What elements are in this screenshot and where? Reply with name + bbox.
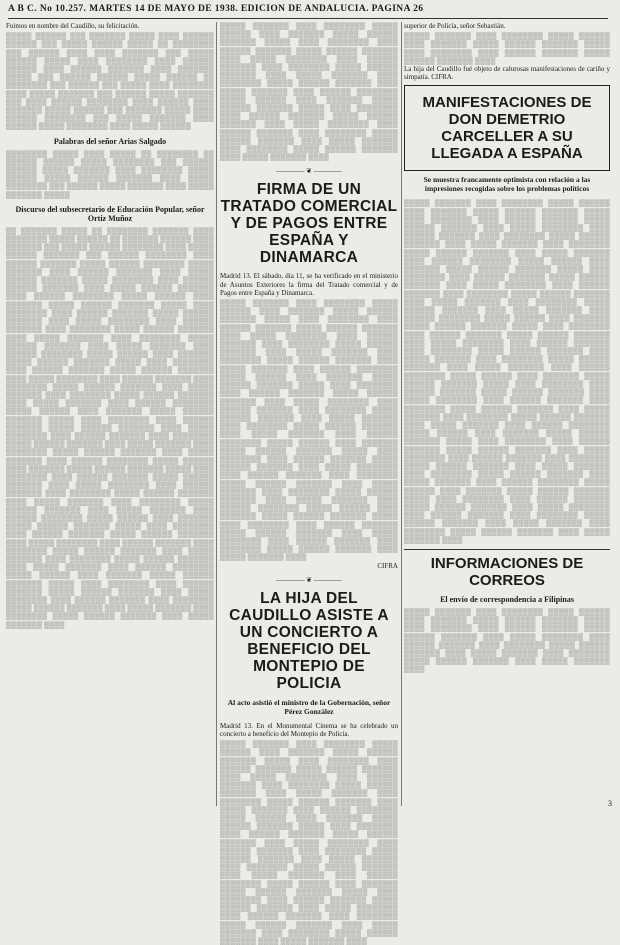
signature: CIFRA	[377, 561, 398, 570]
ornament: ———— ❦ ————	[276, 167, 342, 176]
dateline: Madrid 13. El sábado, día 11, se ha verificado en el ministerio de Asuntos Exteriores la firma del Tratado comercial y de Pagos entre España y Dinamarca.	[220, 272, 398, 297]
body-text: ▒▒▒▒▒ ▒▒▒▒▒▒▒ ▒▒▒▒ ▒▒▒▒▒▒▒▒ ▒▒▒▒▒ ▒▒▒▒▒▒ ▒▒▒▒ ▒▒▒▒▒▒▒ ▒▒▒▒▒ ▒▒▒▒▒▒ ▒▒▒▒▒▒▒ ▒▒▒▒▒ ▒▒▒▒ ▒▒▒▒▒▒▒▒ ▒▒▒▒ ▒▒▒▒▒▒ ▒▒▒▒▒▒▒ ▒▒▒▒▒ ▒▒▒▒▒▒ ▒▒▒▒▒▒▒ ▒▒▒▒ ▒▒▒▒▒ ▒▒▒▒▒▒▒▒ ▒▒▒▒ ▒▒▒▒▒▒ ▒▒▒▒▒▒▒ ▒▒▒▒ ▒▒▒▒▒▒▒▒ ▒▒▒▒▒ ▒▒▒▒▒▒ ▒▒▒▒▒▒▒ ▒▒▒▒ ▒▒▒▒▒ ▒▒▒▒▒▒▒ ▒▒▒▒ ▒▒▒▒▒▒▒▒ ▒▒▒▒▒ ▒▒▒▒▒▒ ▒▒▒▒▒▒▒ ▒▒▒▒ ▒▒▒▒▒ ▒▒▒▒▒▒▒ ▒▒▒▒ ▒▒▒▒▒▒ ▒▒▒▒▒▒▒▒ ▒▒▒▒▒ ▒▒▒▒▒▒ ▒▒▒▒ ▒▒▒▒▒▒▒ ▒▒▒▒▒ ▒▒▒▒▒▒ ▒▒▒▒▒▒▒ ▒▒▒▒▒ ▒▒▒▒ ▒▒▒▒▒▒▒▒ ▒▒▒▒ ▒▒▒▒▒▒ ▒▒▒▒▒▒▒ ▒▒▒▒▒ ▒▒▒▒▒▒ ▒▒▒▒▒▒▒ ▒▒▒▒ ▒▒▒▒▒ ▒▒▒▒▒▒▒▒ ▒▒▒▒ ▒▒▒▒▒▒ ▒▒▒▒▒▒▒ ▒▒▒▒ ▒▒▒▒▒▒▒▒ ▒▒▒▒▒ ▒▒▒▒▒▒ ▒▒▒▒▒▒▒ ▒▒▒▒ ▒▒▒▒▒ ▒▒▒▒▒▒▒ ▒▒▒▒ ▒▒▒▒▒▒▒▒ ▒▒▒▒▒ ▒▒▒▒▒▒ ▒▒▒▒▒▒▒ ▒▒▒▒ ▒▒▒▒▒ ▒▒▒▒▒▒▒ ▒▒▒▒ ▒▒▒▒▒▒ ▒▒▒▒▒▒▒▒ ▒▒▒▒▒ ▒▒▒▒▒▒ ▒▒▒▒ ▒▒▒▒▒▒▒ ▒▒▒▒▒ ▒▒▒▒▒▒ ▒▒▒▒▒▒▒ ▒▒▒▒▒ ▒▒▒▒ ▒▒▒▒▒▒▒▒ ▒▒▒▒ ▒▒▒▒▒▒ ▒▒▒▒▒▒▒ ▒▒▒▒▒ ▒▒▒▒▒▒ ▒▒▒▒▒▒▒ ▒▒▒▒ ▒▒▒▒▒ ▒▒▒▒▒▒▒▒ ▒▒▒▒ ▒▒▒▒▒▒ ▒▒▒▒▒▒▒ ▒▒▒▒ ▒▒▒▒▒▒▒▒ ▒▒▒▒▒ ▒▒▒▒▒▒ ▒▒▒▒▒▒▒ ▒▒▒▒ ▒▒▒▒▒ ▒▒▒▒▒▒▒ ▒▒▒▒ ▒▒▒▒▒▒▒▒ ▒▒▒▒▒ ▒▒▒▒▒▒ ▒▒▒▒▒▒▒ ▒▒▒▒ ▒▒▒▒▒ ▒▒▒▒▒▒▒ ▒▒▒▒ ▒▒▒▒▒▒ ▒▒▒▒▒▒▒▒ ▒▒▒▒▒ ▒▒▒▒▒▒ ▒▒▒▒ ▒▒▒▒▒▒▒ ▒▒▒▒▒ ▒▒▒▒▒▒ ▒▒▒▒▒▒▒ ▒▒▒▒▒ ▒▒▒▒ ▒▒▒▒▒▒▒▒ ▒▒▒▒ ▒▒▒▒▒▒ ▒▒▒▒▒▒▒ ▒▒▒▒▒ ▒▒▒▒▒▒ ▒▒▒▒▒▒▒ ▒▒▒▒ ▒▒▒▒▒ ▒▒▒▒▒▒▒▒ ▒▒▒▒ ▒▒▒▒▒▒ ▒▒▒▒▒▒▒ ▒▒▒▒ ▒▒▒▒▒▒▒▒ ▒▒▒▒▒ ▒▒▒▒▒▒ ▒▒▒▒▒▒▒ ▒▒▒▒ ▒▒▒▒▒ ▒▒▒▒▒▒▒ ▒▒▒▒	[220, 299, 398, 562]
headline-box	[404, 85, 610, 171]
headline-carceller: MANIFESTACIONES DE DON DEMETRIO CARCELLER A SU LLEGADA A ESPAÑA	[422, 94, 592, 163]
deck: Al acto asistió el ministro de la Gobernación, señor Pérez González	[227, 697, 391, 716]
article-fragment: superior de Policía, señor Sebastián.	[404, 22, 506, 30]
column-rule	[216, 22, 217, 806]
column-rule	[401, 22, 402, 806]
divider	[404, 549, 610, 550]
headline-tratado: FIRMA DE UN TRATADO COMERCIAL Y DE PAGOS ENTRE ESPAÑA Y DINAMARCA	[220, 181, 398, 267]
body-text: ▒▒▒▒▒ ▒▒▒▒▒▒ ▒▒▒ ▒▒▒▒▒▒▒ ▒▒▒▒▒ ▒▒▒▒ ▒▒▒▒▒▒ ▒▒▒▒▒▒ ▒▒▒ ▒▒▒▒▒ ▒▒▒▒▒▒ ▒▒▒▒▒ ▒▒ ▒▒▒▒▒▒▒▒ ▒▒▒ ▒▒▒▒▒▒ ▒▒▒▒ ▒▒▒▒ ▒▒▒▒▒▒▒ ▒▒▒ ▒▒▒▒▒ ▒▒▒▒▒▒ ▒▒▒▒▒ ▒▒▒▒ ▒▒▒▒▒▒▒▒ ▒▒▒▒ ▒▒▒▒▒▒ ▒▒▒▒▒▒ ▒▒▒▒ ▒▒▒▒▒▒ ▒▒▒▒▒▒▒ ▒▒▒▒ ▒▒▒▒▒▒▒ ▒▒▒▒▒ ▒▒▒ ▒▒▒▒▒▒ ▒▒▒▒▒▒ ▒▒▒▒▒ ▒▒▒▒▒▒ ▒▒ ▒▒▒▒▒▒▒▒ ▒▒▒ ▒▒▒▒▒▒ ▒▒▒ ▒▒▒▒▒ ▒▒▒▒ ▒▒▒▒▒▒▒▒ ▒▒▒▒ ▒▒▒▒▒ ▒▒▒▒▒▒▒ ▒▒▒ ▒▒▒▒▒▒ ▒▒▒▒▒ ▒▒▒▒▒▒▒ ▒▒▒ ▒▒▒▒ ▒▒▒▒▒▒ ▒▒▒▒▒▒▒▒ ▒▒▒▒ ▒▒▒▒▒▒ ▒▒▒▒ ▒▒▒▒▒▒▒ ▒▒▒▒▒ ▒▒▒▒▒▒ ▒▒▒ ▒▒▒▒▒▒▒ ▒▒▒▒▒ ▒▒▒▒ ▒▒▒▒▒▒ ▒▒▒▒▒▒▒▒ ▒▒▒ ▒▒▒▒▒ ▒▒▒▒▒▒▒ ▒▒▒▒ ▒▒▒▒▒▒ ▒▒▒▒▒ ▒▒▒▒▒▒▒▒ ▒▒▒▒ ▒▒▒▒▒ ▒▒▒▒▒▒	[6, 32, 214, 131]
body-text: ▒▒▒▒▒ ▒▒▒▒▒▒▒ ▒▒▒▒ ▒▒▒▒▒▒▒▒ ▒▒▒▒▒ ▒▒▒▒▒▒ ▒▒▒▒ ▒▒▒▒▒▒▒ ▒▒▒▒▒ ▒▒▒▒▒▒ ▒▒▒▒▒▒▒ ▒▒▒▒▒ ▒▒▒▒ ▒▒▒▒▒▒▒▒ ▒▒▒▒ ▒▒▒▒▒▒ ▒▒▒▒▒▒▒ ▒▒▒▒▒ ▒▒▒▒▒▒ ▒▒▒▒▒▒▒ ▒▒▒▒ ▒▒▒▒▒ ▒▒▒▒▒▒▒▒ ▒▒▒▒ ▒▒▒▒▒▒ ▒▒▒▒▒▒▒ ▒▒▒▒ ▒▒▒▒▒▒▒▒ ▒▒▒▒▒ ▒▒▒▒▒▒ ▒▒▒▒▒▒▒ ▒▒▒▒ ▒▒▒▒▒ ▒▒▒▒▒▒▒ ▒▒▒▒ ▒▒▒▒▒▒▒▒ ▒▒▒▒▒ ▒▒▒▒▒▒ ▒▒▒▒▒▒▒ ▒▒▒▒ ▒▒▒▒▒ ▒▒▒▒▒▒▒ ▒▒▒▒ ▒▒▒▒▒▒ ▒▒▒▒▒▒▒▒ ▒▒▒▒▒ ▒▒▒▒▒▒ ▒▒▒▒ ▒▒▒▒▒▒▒ ▒▒▒▒▒ ▒▒▒▒▒▒ ▒▒▒▒▒▒▒ ▒▒▒▒▒ ▒▒▒▒ ▒▒▒▒▒▒▒▒ ▒▒▒▒ ▒▒▒▒▒▒ ▒▒▒▒▒▒▒ ▒▒▒▒▒ ▒▒▒▒▒▒ ▒▒▒▒▒▒▒ ▒▒▒▒ ▒▒▒▒▒ ▒▒▒▒▒▒▒▒ ▒▒▒▒ ▒▒▒▒▒▒ ▒▒▒▒▒▒▒ ▒▒▒▒ ▒▒▒▒▒▒▒▒ ▒▒▒▒▒ ▒▒▒▒▒▒ ▒▒▒▒▒▒▒ ▒▒▒▒ ▒▒▒▒▒ ▒▒▒▒▒▒▒ ▒▒▒▒ ▒▒▒▒▒▒▒▒ ▒▒▒▒▒ ▒▒▒▒▒▒ ▒▒▒▒▒▒▒ ▒▒▒▒ ▒▒▒▒▒ ▒▒▒▒▒▒▒ ▒▒▒▒ ▒▒▒▒▒▒ ▒▒▒▒▒▒▒▒ ▒▒▒▒▒ ▒▒▒▒▒▒ ▒▒▒▒ ▒▒▒▒▒▒▒ ▒▒▒▒▒ ▒▒▒▒▒▒ ▒▒▒▒▒▒▒ ▒▒▒▒▒ ▒▒▒▒ ▒▒▒▒▒▒▒▒ ▒▒▒▒ ▒▒▒▒▒▒ ▒▒▒▒▒▒▒ ▒▒▒▒▒ ▒▒▒▒▒▒ ▒▒▒▒▒▒▒ ▒▒▒▒ ▒▒▒▒▒ ▒▒▒▒▒▒▒▒ ▒▒▒▒ ▒▒▒▒▒▒ ▒▒▒▒▒▒▒ ▒▒▒▒ ▒▒▒▒▒▒▒▒ ▒▒▒▒▒ ▒▒▒▒▒▒ ▒▒▒▒▒▒▒ ▒▒▒▒ ▒▒▒▒▒ ▒▒▒▒▒▒▒ ▒▒▒▒ ▒▒▒▒▒▒▒▒ ▒▒▒▒▒ ▒▒▒▒▒▒ ▒▒▒▒▒▒▒ ▒▒▒▒ ▒▒▒▒▒ ▒▒▒▒▒▒▒ ▒▒▒▒ ▒▒▒▒▒▒ ▒▒▒▒▒▒▒▒ ▒▒▒▒▒ ▒▒▒▒▒▒ ▒▒▒▒ ▒▒▒▒▒▒▒ ▒▒▒▒▒ ▒▒▒▒▒▒ ▒▒▒▒▒▒▒ ▒▒▒▒▒ ▒▒▒▒ ▒▒▒▒▒▒▒▒ ▒▒▒▒ ▒▒▒▒▒▒ ▒▒▒▒▒▒▒ ▒▒▒▒▒ ▒▒▒▒▒▒ ▒▒▒▒▒▒▒ ▒▒▒▒ ▒▒▒▒▒ ▒▒▒▒▒▒▒▒ ▒▒▒▒ ▒▒▒▒▒▒ ▒▒▒▒▒▒▒ ▒▒▒▒ ▒▒▒▒▒▒▒▒ ▒▒▒▒▒ ▒▒▒▒▒▒ ▒▒▒▒▒▒▒ ▒▒▒▒ ▒▒▒▒▒ ▒▒▒▒▒▒▒ ▒▒▒▒ ▒▒▒▒▒▒▒▒ ▒▒▒▒▒ ▒▒▒▒▒▒ ▒▒▒▒▒▒▒ ▒▒▒▒ ▒▒▒▒▒ ▒▒▒▒▒▒▒ ▒▒▒▒ ▒▒▒▒▒▒ ▒▒▒▒▒▒▒▒ ▒▒▒▒▒ ▒▒▒▒▒▒ ▒▒▒▒ ▒▒▒▒▒▒▒ ▒▒▒▒▒ ▒▒▒▒▒▒ ▒▒▒▒▒▒▒ ▒▒▒▒▒ ▒▒▒▒ ▒▒▒▒▒▒▒▒ ▒▒▒▒ ▒▒▒▒▒▒ ▒▒▒▒▒▒▒ ▒▒▒▒▒ ▒▒▒▒▒▒ ▒▒▒▒▒▒▒ ▒▒▒▒ ▒▒▒▒▒ ▒▒▒▒▒▒▒▒ ▒▒▒▒ ▒▒▒▒▒▒ ▒▒▒▒▒▒▒ ▒▒▒▒ ▒▒▒▒▒▒▒▒ ▒▒▒▒▒ ▒▒▒▒▒▒ ▒▒▒▒▒▒▒ ▒▒▒▒ ▒▒▒▒▒ ▒▒▒▒▒▒▒ ▒▒▒▒ ▒▒▒▒▒▒▒▒ ▒▒▒▒▒ ▒▒▒▒▒▒ ▒▒▒▒▒▒▒ ▒▒▒▒ ▒▒▒▒▒ ▒▒▒▒▒▒▒ ▒▒▒▒ ▒▒▒▒▒▒ ▒▒▒▒▒▒▒▒ ▒▒▒▒▒ ▒▒▒▒▒▒ ▒▒▒▒ ▒▒▒▒▒▒▒ ▒▒▒▒▒ ▒▒▒▒▒▒ ▒▒▒▒▒▒▒ ▒▒▒▒▒ ▒▒▒▒ ▒▒▒▒▒▒▒▒ ▒▒▒▒ ▒▒▒▒▒▒ ▒▒▒▒▒▒▒ ▒▒▒▒▒ ▒▒▒▒▒▒ ▒▒▒▒▒▒▒ ▒▒▒▒ ▒▒▒▒▒ ▒▒▒▒▒▒▒▒ ▒▒▒▒ ▒▒▒▒▒▒ ▒▒▒▒▒▒▒ ▒▒▒▒ ▒▒▒▒▒▒▒▒ ▒▒▒▒▒ ▒▒▒▒▒▒ ▒▒▒▒▒▒▒ ▒▒▒▒ ▒▒▒▒▒ ▒▒▒▒▒▒▒ ▒▒▒▒ ▒▒▒▒▒▒▒▒ ▒▒▒▒▒ ▒▒▒▒▒▒ ▒▒▒▒▒▒▒ ▒▒▒▒ ▒▒▒▒▒ ▒▒▒▒▒▒▒ ▒▒▒▒	[404, 199, 610, 544]
ornament: ———— ❦ ————	[276, 575, 342, 584]
page-mark: 3	[608, 799, 612, 808]
deck: Se muestra francamente optimista con relación a las impresiones recogidas sobre los problemas políticos	[423, 175, 591, 194]
headline-hija-caudillo: LA HIJA DEL CAUDILLO ASISTE A UN CONCIERTO A BENEFICIO DEL MONTEPIO DE POLICIA	[229, 589, 389, 692]
subheading: Palabras del señor Arias Salgado	[53, 136, 167, 146]
body-text: ▒▒▒▒▒ ▒▒▒▒▒▒▒ ▒▒▒▒ ▒▒▒▒▒▒▒▒ ▒▒▒▒▒ ▒▒▒▒▒▒ ▒▒▒▒ ▒▒▒▒▒▒▒ ▒▒▒▒▒ ▒▒▒▒▒▒ ▒▒▒▒▒▒▒ ▒▒▒▒▒ ▒▒▒▒ ▒▒▒▒▒▒▒▒ ▒▒▒▒ ▒▒▒▒▒▒ ▒▒▒▒▒▒▒ ▒▒▒▒▒ ▒▒▒▒▒▒ ▒▒▒▒▒▒▒ ▒▒▒▒ ▒▒▒▒▒ ▒▒▒▒▒▒▒▒ ▒▒▒▒ ▒▒▒▒▒▒ ▒▒▒▒▒▒▒ ▒▒▒▒ ▒▒▒▒▒▒▒▒ ▒▒▒▒▒ ▒▒▒▒▒▒ ▒▒▒▒▒▒▒ ▒▒▒▒ ▒▒▒▒▒ ▒▒▒▒▒▒▒ ▒▒▒▒ ▒▒▒▒▒▒▒▒ ▒▒▒▒▒ ▒▒▒▒▒▒ ▒▒▒▒▒▒▒ ▒▒▒▒ ▒▒▒▒▒ ▒▒▒▒▒▒▒ ▒▒▒▒	[404, 607, 610, 674]
body-text: ▒▒▒▒▒▒▒▒ ▒▒▒▒▒ ▒▒▒▒ ▒▒▒▒▒ ▒▒ ▒▒▒▒▒▒▒▒ ▒▒ ▒▒▒▒▒▒ ▒▒▒▒▒▒ ▒▒▒▒▒ ▒▒▒▒▒▒▒▒ ▒▒▒ ▒▒▒▒▒▒ ▒▒▒▒▒▒ ▒▒▒▒▒ ▒▒▒▒▒▒▒ ▒▒▒▒ ▒▒▒▒▒▒▒▒ ▒▒▒▒▒ ▒▒▒▒▒▒ ▒▒▒▒▒ ▒▒▒▒▒▒ ▒▒▒▒▒▒▒ ▒▒▒▒ ▒▒▒▒▒ ▒▒▒▒▒▒▒▒ ▒▒▒ ▒▒▒▒▒▒ ▒▒▒▒▒ ▒▒▒▒▒▒▒ ▒▒▒▒ ▒▒▒▒▒ ▒▒▒▒▒▒▒ ▒▒▒▒▒	[6, 149, 214, 199]
page-header: A B C. No 10.257. MARTES 14 DE MAYO DE 1938. EDICION DE ANDALUCIA. PAGINA 26	[8, 4, 608, 19]
body-text: ▒▒▒▒▒ ▒▒▒▒▒▒▒ ▒▒▒▒ ▒▒▒▒▒▒▒▒ ▒▒▒▒▒ ▒▒▒▒▒▒ ▒▒▒▒ ▒▒▒▒▒▒▒ ▒▒▒▒▒ ▒▒▒▒▒▒ ▒▒▒▒▒▒▒ ▒▒▒▒▒ ▒▒▒▒ ▒▒▒▒▒▒▒▒ ▒▒▒▒ ▒▒▒▒▒▒ ▒▒▒▒▒▒▒ ▒▒▒▒▒ ▒▒▒▒▒▒ ▒▒▒▒▒▒▒ ▒▒▒▒	[404, 32, 610, 65]
body-text: ▒▒▒▒▒ ▒▒▒▒▒▒▒ ▒▒▒▒ ▒▒▒▒▒▒▒▒ ▒▒▒▒▒ ▒▒▒▒▒▒ ▒▒▒▒ ▒▒▒▒▒▒▒ ▒▒▒▒▒ ▒▒▒▒▒▒ ▒▒▒▒▒▒▒ ▒▒▒▒▒ ▒▒▒▒ ▒▒▒▒▒▒▒▒ ▒▒▒▒ ▒▒▒▒▒▒ ▒▒▒▒▒▒▒ ▒▒▒▒▒ ▒▒▒▒▒▒ ▒▒▒▒▒▒▒ ▒▒▒▒ ▒▒▒▒▒ ▒▒▒▒▒▒▒▒ ▒▒▒▒ ▒▒▒▒▒▒ ▒▒▒▒▒▒▒ ▒▒▒▒ ▒▒▒▒▒▒▒▒ ▒▒▒▒▒ ▒▒▒▒▒▒ ▒▒▒▒▒▒▒ ▒▒▒▒ ▒▒▒▒▒ ▒▒▒▒▒▒▒ ▒▒▒▒ ▒▒▒▒▒▒▒▒ ▒▒▒▒▒ ▒▒▒▒▒▒ ▒▒▒▒▒▒▒ ▒▒▒▒ ▒▒▒▒▒ ▒▒▒▒▒▒▒ ▒▒▒▒ ▒▒▒▒▒▒ ▒▒▒▒▒▒▒▒ ▒▒▒▒▒ ▒▒▒▒▒▒ ▒▒▒▒ ▒▒▒▒▒▒▒ ▒▒▒▒▒ ▒▒▒▒▒▒ ▒▒▒▒▒▒▒ ▒▒▒▒▒ ▒▒▒▒ ▒▒▒▒▒▒▒▒ ▒▒▒▒ ▒▒▒▒▒▒ ▒▒▒▒▒▒▒ ▒▒▒▒▒ ▒▒▒▒▒▒ ▒▒▒▒▒▒▒ ▒▒▒▒ ▒▒▒▒▒ ▒▒▒▒▒▒▒▒ ▒▒▒▒ ▒▒▒▒▒▒ ▒▒▒▒▒▒▒ ▒▒▒▒ ▒▒▒▒▒▒▒▒ ▒▒▒▒▒ ▒▒▒▒▒▒ ▒▒▒▒▒▒▒ ▒▒▒▒ ▒▒▒▒▒ ▒▒▒▒▒▒▒ ▒▒▒▒ ▒▒▒▒▒▒▒▒ ▒▒▒▒▒ ▒▒▒▒▒▒ ▒▒▒▒▒▒▒ ▒▒▒▒ ▒▒▒▒▒ ▒▒▒▒▒▒▒ ▒▒▒▒	[220, 22, 398, 162]
body-text: ▒▒ ▒▒▒▒▒▒▒ ▒▒▒▒▒ ▒▒ ▒▒▒▒▒▒▒▒ ▒▒▒▒▒▒▒ ▒▒▒▒ ▒▒▒▒▒▒▒▒ ▒▒▒▒▒ ▒▒▒▒▒▒ ▒▒ ▒▒▒▒▒▒▒ ▒▒▒▒▒▒ ▒▒▒▒ ▒▒▒▒▒▒▒ ▒▒▒ ▒▒▒▒▒ ▒▒▒▒▒▒ ▒▒▒▒▒▒▒▒ ▒▒▒▒ ▒▒▒▒▒ ▒▒▒▒▒▒ ▒▒▒▒▒▒▒ ▒▒▒ ▒▒▒▒▒▒ ▒▒▒▒▒▒▒▒ ▒▒▒▒ ▒▒▒▒▒▒ ▒▒▒▒▒▒▒ ▒▒▒▒▒ ▒▒▒▒▒▒ ▒▒▒▒▒▒▒▒ ▒▒▒▒▒ ▒▒▒▒▒▒▒ ▒▒▒▒ ▒▒▒▒▒▒ ▒▒▒▒▒▒▒ ▒▒▒▒ ▒▒▒▒▒ ▒▒▒▒▒▒ ▒▒▒▒▒▒▒ ▒▒▒▒▒ ▒▒▒▒▒▒▒▒ ▒▒▒▒ ▒▒▒▒▒▒ ▒▒▒▒▒▒ ▒▒▒▒▒▒▒ ▒▒▒▒ ▒▒▒▒▒ ▒▒▒▒▒▒ ▒▒▒▒▒▒▒ ▒▒▒▒ ▒▒▒▒▒▒ ▒▒▒▒▒▒▒▒ ▒▒▒▒▒ ▒▒▒▒▒▒ ▒▒▒▒ ▒▒▒▒▒▒▒ ▒▒▒▒▒ ▒▒▒▒▒▒ ▒▒▒▒▒▒▒ ▒▒▒▒▒ ▒▒▒▒ ▒▒▒▒▒▒▒▒ ▒▒▒▒ ▒▒▒▒▒▒ ▒▒▒▒▒▒▒ ▒▒▒▒▒ ▒▒▒▒▒▒ ▒▒▒▒▒▒▒ ▒▒▒▒ ▒▒▒▒▒ ▒▒▒▒▒▒▒▒ ▒▒▒▒ ▒▒▒▒▒▒ ▒▒▒▒▒▒▒ ▒▒▒▒ ▒▒▒▒▒▒▒▒ ▒▒▒▒▒ ▒▒▒▒▒▒ ▒▒▒▒▒▒▒ ▒▒▒▒ ▒▒▒▒▒ ▒▒▒▒▒▒▒ ▒▒▒▒ ▒▒▒▒▒▒▒▒ ▒▒▒▒▒ ▒▒▒▒▒▒ ▒▒▒▒▒▒▒ ▒▒▒▒ ▒▒▒▒▒ ▒▒▒▒▒▒▒ ▒▒▒▒ ▒▒▒▒▒▒ ▒▒▒▒▒▒▒▒ ▒▒▒▒▒ ▒▒▒▒▒▒ ▒▒▒▒ ▒▒▒▒▒▒▒ ▒▒▒▒▒ ▒▒▒▒▒▒ ▒▒▒▒▒▒▒ ▒▒▒▒▒ ▒▒▒▒ ▒▒▒▒▒▒▒▒ ▒▒▒▒ ▒▒▒▒▒▒ ▒▒▒▒▒▒▒ ▒▒▒▒▒ ▒▒▒▒▒▒ ▒▒▒▒▒▒▒ ▒▒▒▒ ▒▒▒▒▒ ▒▒▒▒▒▒▒▒ ▒▒▒▒ ▒▒▒▒▒▒ ▒▒▒▒▒▒▒ ▒▒▒▒ ▒▒▒▒▒▒▒▒ ▒▒▒▒▒ ▒▒▒▒▒▒ ▒▒▒▒▒▒▒ ▒▒▒▒ ▒▒▒▒▒ ▒▒▒▒▒▒▒ ▒▒▒▒ ▒▒▒▒▒▒▒▒ ▒▒▒▒▒ ▒▒▒▒▒▒ ▒▒▒▒▒▒▒ ▒▒▒▒ ▒▒▒▒▒ ▒▒▒▒▒▒▒ ▒▒▒▒ ▒▒▒▒▒▒ ▒▒▒▒▒▒▒▒ ▒▒▒▒▒ ▒▒▒▒▒▒ ▒▒▒▒ ▒▒▒▒▒▒▒ ▒▒▒▒▒ ▒▒▒▒▒▒ ▒▒▒▒▒▒▒ ▒▒▒▒▒ ▒▒▒▒ ▒▒▒▒▒▒▒▒ ▒▒▒▒ ▒▒▒▒▒▒ ▒▒▒▒▒▒▒ ▒▒▒▒▒ ▒▒▒▒▒▒ ▒▒▒▒▒▒▒ ▒▒▒▒ ▒▒▒▒▒ ▒▒▒▒▒▒▒▒ ▒▒▒▒ ▒▒▒▒▒▒ ▒▒▒▒▒▒▒ ▒▒▒▒ ▒▒▒▒▒▒▒▒ ▒▒▒▒▒ ▒▒▒▒▒▒ ▒▒▒▒▒▒▒ ▒▒▒▒ ▒▒▒▒▒ ▒▒▒▒▒▒▒ ▒▒▒▒ ▒▒▒▒▒▒▒▒ ▒▒▒▒▒ ▒▒▒▒▒▒ ▒▒▒▒▒▒▒ ▒▒▒▒ ▒▒▒▒▒ ▒▒▒▒▒▒▒ ▒▒▒▒ ▒▒▒▒▒▒ ▒▒▒▒▒▒▒▒ ▒▒▒▒▒ ▒▒▒▒▒▒ ▒▒▒▒ ▒▒▒▒▒▒▒ ▒▒▒▒▒ ▒▒▒▒▒▒ ▒▒▒▒▒▒▒ ▒▒▒▒▒ ▒▒▒▒ ▒▒▒▒▒▒▒▒ ▒▒▒▒ ▒▒▒▒▒▒ ▒▒▒▒▒▒▒ ▒▒▒▒▒ ▒▒▒▒▒▒ ▒▒▒▒▒▒▒ ▒▒▒▒ ▒▒▒▒▒ ▒▒▒▒▒▒▒▒ ▒▒▒▒ ▒▒▒▒▒▒ ▒▒▒▒▒▒▒ ▒▒▒▒ ▒▒▒▒▒▒▒▒ ▒▒▒▒▒ ▒▒▒▒▒▒ ▒▒▒▒▒▒▒ ▒▒▒▒ ▒▒▒▒▒ ▒▒▒▒▒▒▒ ▒▒▒▒ ▒▒▒▒▒▒▒▒ ▒▒▒▒▒ ▒▒▒▒▒▒ ▒▒▒▒▒▒▒ ▒▒▒▒ ▒▒▒▒▒ ▒▒▒▒▒▒▒ ▒▒▒▒ ▒▒▒▒▒▒ ▒▒▒▒▒▒▒▒ ▒▒▒▒▒ ▒▒▒▒▒▒ ▒▒▒▒ ▒▒▒▒▒▒▒ ▒▒▒▒▒ ▒▒▒▒▒▒ ▒▒▒▒▒▒▒ ▒▒▒▒▒ ▒▒▒▒ ▒▒▒▒▒▒▒▒ ▒▒▒▒ ▒▒▒▒▒▒ ▒▒▒▒▒▒▒ ▒▒▒▒▒ ▒▒▒▒▒▒ ▒▒▒▒▒▒▒ ▒▒▒▒ ▒▒▒▒▒ ▒▒▒▒▒▒▒▒ ▒▒▒▒ ▒▒▒▒▒▒ ▒▒▒▒▒▒▒ ▒▒▒▒ ▒▒▒▒▒▒▒▒ ▒▒▒▒▒ ▒▒▒▒▒▒ ▒▒▒▒▒▒▒ ▒▒▒▒ ▒▒▒▒▒ ▒▒▒▒▒▒▒ ▒▒▒▒ ▒▒▒▒▒▒▒▒ ▒▒▒▒▒ ▒▒▒▒▒▒ ▒▒▒▒▒▒▒ ▒▒▒▒ ▒▒▒▒▒ ▒▒▒▒▒▒▒ ▒▒▒▒ ▒▒▒▒▒▒ ▒▒▒▒▒▒▒▒ ▒▒▒▒▒ ▒▒▒▒▒▒ ▒▒▒▒ ▒▒▒▒▒▒▒ ▒▒▒▒▒ ▒▒▒▒▒▒ ▒▒▒▒▒▒▒ ▒▒▒▒▒ ▒▒▒▒ ▒▒▒▒▒▒▒▒ ▒▒▒▒ ▒▒▒▒▒▒ ▒▒▒▒▒▒▒ ▒▒▒▒▒ ▒▒▒▒▒▒ ▒▒▒▒▒▒▒ ▒▒▒▒ ▒▒▒▒▒ ▒▒▒▒▒▒▒▒ ▒▒▒▒ ▒▒▒▒▒▒ ▒▒▒▒▒▒▒ ▒▒▒▒ ▒▒▒▒▒▒▒▒ ▒▒▒▒▒ ▒▒▒▒▒▒ ▒▒▒▒▒▒▒ ▒▒▒▒ ▒▒▒▒▒ ▒▒▒▒▒▒▒ ▒▒▒▒ ▒▒▒▒▒▒▒▒ ▒▒▒▒▒ ▒▒▒▒▒▒ ▒▒▒▒▒▒▒ ▒▒▒▒ ▒▒▒▒▒ ▒▒▒▒▒▒▒ ▒▒▒▒	[6, 226, 214, 629]
subheading: Discurso del subsecretario de Educación Popular, señor Ortiz Muñoz	[15, 204, 205, 223]
subheading: El envío de correspondencia a Filipinas	[440, 594, 574, 604]
article-fragment: Fuimos en nombre del Caudillo, su felicitación.	[6, 22, 140, 30]
column-right	[404, 22, 610, 806]
article-closing: La hija del Caudillo fué objeto de calurosas manifestaciones de cariño y simpatía. CIFRA.	[404, 65, 610, 82]
column-middle	[220, 22, 398, 945]
body-text: ▒▒▒▒▒ ▒▒▒▒▒▒▒ ▒▒▒▒ ▒▒▒▒▒▒▒▒ ▒▒▒▒▒ ▒▒▒▒▒▒ ▒▒▒▒ ▒▒▒▒▒▒▒ ▒▒▒▒▒ ▒▒▒▒▒▒ ▒▒▒▒▒▒▒ ▒▒▒▒▒ ▒▒▒▒ ▒▒▒▒▒▒▒▒ ▒▒▒▒ ▒▒▒▒▒▒ ▒▒▒▒▒▒▒ ▒▒▒▒▒ ▒▒▒▒▒▒ ▒▒▒▒▒▒▒ ▒▒▒▒ ▒▒▒▒▒ ▒▒▒▒▒▒▒▒ ▒▒▒▒ ▒▒▒▒▒▒ ▒▒▒▒▒▒▒ ▒▒▒▒ ▒▒▒▒▒▒▒▒ ▒▒▒▒▒ ▒▒▒▒▒▒ ▒▒▒▒▒▒▒ ▒▒▒▒ ▒▒▒▒▒ ▒▒▒▒▒▒▒ ▒▒▒▒ ▒▒▒▒▒▒▒▒ ▒▒▒▒▒ ▒▒▒▒▒▒ ▒▒▒▒▒▒▒ ▒▒▒▒ ▒▒▒▒▒ ▒▒▒▒▒▒▒ ▒▒▒▒ ▒▒▒▒▒▒ ▒▒▒▒▒▒▒▒ ▒▒▒▒▒ ▒▒▒▒▒▒ ▒▒▒▒ ▒▒▒▒▒▒▒ ▒▒▒▒▒ ▒▒▒▒▒▒ ▒▒▒▒▒▒▒ ▒▒▒▒▒ ▒▒▒▒ ▒▒▒▒▒▒▒▒ ▒▒▒▒ ▒▒▒▒▒▒ ▒▒▒▒▒▒▒ ▒▒▒▒▒ ▒▒▒▒▒▒ ▒▒▒▒▒▒▒ ▒▒▒▒ ▒▒▒▒▒ ▒▒▒▒▒▒▒▒ ▒▒▒▒ ▒▒▒▒▒▒ ▒▒▒▒▒▒▒ ▒▒▒▒ ▒▒▒▒▒▒▒▒ ▒▒▒▒▒ ▒▒▒▒▒▒ ▒▒▒▒▒▒▒ ▒▒▒▒ ▒▒▒▒▒ ▒▒▒▒▒▒▒ ▒▒▒▒ ▒▒▒▒▒▒▒▒ ▒▒▒▒▒ ▒▒▒▒▒▒ ▒▒▒▒▒▒▒ ▒▒▒▒ ▒▒▒▒▒ ▒▒▒▒▒▒▒ ▒▒▒▒ ▒▒▒▒▒▒ ▒▒▒▒▒▒▒▒ ▒▒▒▒▒ ▒▒▒▒▒▒ ▒▒▒▒ ▒▒▒▒▒▒▒ ▒▒▒▒▒ ▒▒▒▒▒▒ ▒▒▒▒▒▒▒ ▒▒▒▒▒ ▒▒▒▒ ▒▒▒▒▒▒▒▒ ▒▒▒▒ ▒▒▒▒▒▒ ▒▒▒▒▒▒▒ ▒▒▒▒▒ ▒▒▒▒▒▒ ▒▒▒▒▒▒▒ ▒▒▒▒ ▒▒▒▒▒ ▒▒▒▒▒▒▒▒ ▒▒▒▒ ▒▒▒▒▒▒ ▒▒▒▒▒▒▒ ▒▒▒▒ ▒▒▒▒▒▒▒▒ ▒▒▒▒▒ ▒▒▒▒▒▒ ▒▒▒▒▒▒▒ ▒▒▒▒ ▒▒▒▒▒ ▒▒▒▒▒▒▒ ▒▒▒▒ ▒▒▒▒▒▒▒▒ ▒▒▒▒▒ ▒▒▒▒▒▒ ▒▒▒▒▒▒▒ ▒▒▒▒ ▒▒▒▒▒ ▒▒▒▒▒▒▒ ▒▒▒▒	[220, 740, 398, 945]
column-left	[6, 22, 214, 806]
headline-correos: INFORMACIONES DE CORREOS	[430, 554, 584, 589]
dateline: Madrid 13. En el Monumental Cinema se ha celebrado un concierto a beneficio del Montepío de Policía.	[220, 721, 398, 738]
